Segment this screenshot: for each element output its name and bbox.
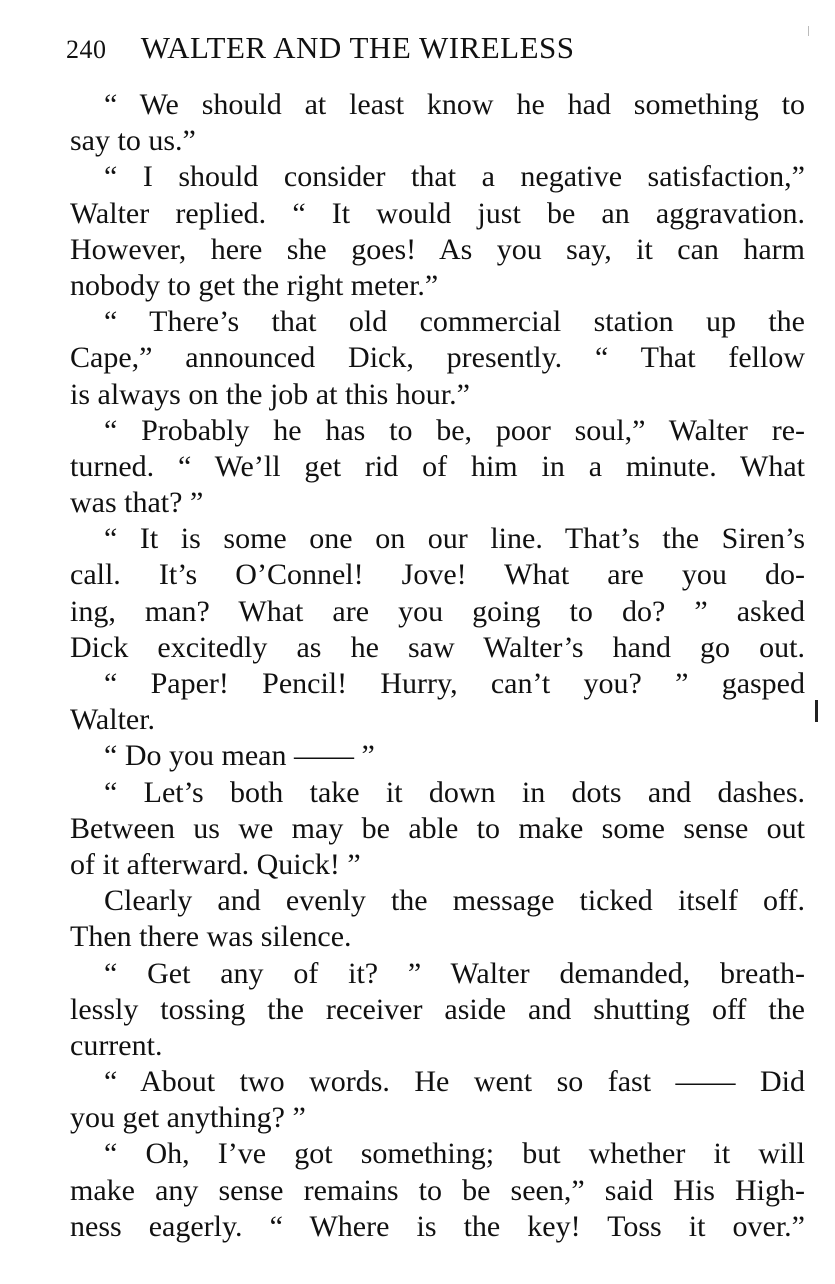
text-line: you get anything? ” bbox=[70, 1101, 306, 1135]
text-line: make any sense remains to be seen,” said His High- bbox=[70, 1173, 805, 1207]
text-line: is always on the job at this hour.” bbox=[70, 377, 470, 411]
text-line: turned. “ We’ll get rid of him in a minute. What bbox=[70, 449, 805, 483]
text-line: “ Get any of it? ” Walter demanded, breath- bbox=[104, 956, 805, 990]
text-line: Between us we may be able to make some sense out bbox=[70, 811, 805, 845]
text-line: call. It’s O’Connel! Jove! What are you do- bbox=[70, 558, 805, 592]
page-header bbox=[66, 30, 806, 70]
text-line: Then there was silence. bbox=[70, 920, 352, 954]
text-line: However, here she goes! As you say, it can harm bbox=[70, 232, 805, 266]
text-line: current. bbox=[70, 1028, 163, 1062]
page-edge-mark bbox=[808, 26, 809, 36]
text-line: “ I should consider that a negative satisfaction,” bbox=[104, 160, 805, 194]
text-line: “ There’s that old commercial station up the bbox=[104, 305, 805, 339]
text-line: “ Do you mean —— ” bbox=[104, 739, 375, 773]
text-line: ing, man? What are you going to do? ” asked bbox=[70, 594, 805, 628]
text-line: Cape,” announced Dick, presently. “ That fellow bbox=[70, 341, 805, 375]
text-line: “ About two words. He went so fast —— Did bbox=[104, 1065, 805, 1099]
text-line: “ Let’s both take it down in dots and dashes. bbox=[104, 775, 805, 809]
body-text bbox=[70, 87, 805, 1245]
text-line: nobody to get the right meter.” bbox=[70, 268, 439, 302]
text-line: lessly tossing the receiver aside and shutting off the bbox=[70, 992, 805, 1026]
text-line: “ It is some one on our line. That’s the Siren’s bbox=[104, 522, 805, 556]
text-line: “ Probably he has to be, poor soul,” Walter re- bbox=[104, 413, 805, 447]
page-number: 240 bbox=[66, 35, 107, 64]
running-head: WALTER AND THE WIRELESS bbox=[140, 30, 575, 65]
text-line: of it afterward. Quick! ” bbox=[70, 847, 361, 881]
text-line: ness eagerly. “ Where is the key! Toss it over.” bbox=[70, 1209, 805, 1243]
text-line: “ Oh, I’ve got something; but whether it will bbox=[104, 1137, 805, 1171]
text-line: Walter. bbox=[70, 703, 156, 737]
text-line: say to us.” bbox=[70, 124, 196, 158]
text-line: “ Paper! Pencil! Hurry, can’t you? ” gasped bbox=[104, 667, 805, 700]
text-line: “ We should at least know he had something to bbox=[104, 88, 805, 121]
text-line: was that? ” bbox=[70, 486, 204, 520]
margin-mark bbox=[815, 700, 818, 722]
text-line: Clearly and evenly the message ticked itself off. bbox=[104, 884, 805, 918]
text-line: Walter replied. “ It would just be an aggravation. bbox=[70, 196, 805, 230]
text-line: Dick excitedly as he saw Walter’s hand go out. bbox=[70, 630, 805, 664]
